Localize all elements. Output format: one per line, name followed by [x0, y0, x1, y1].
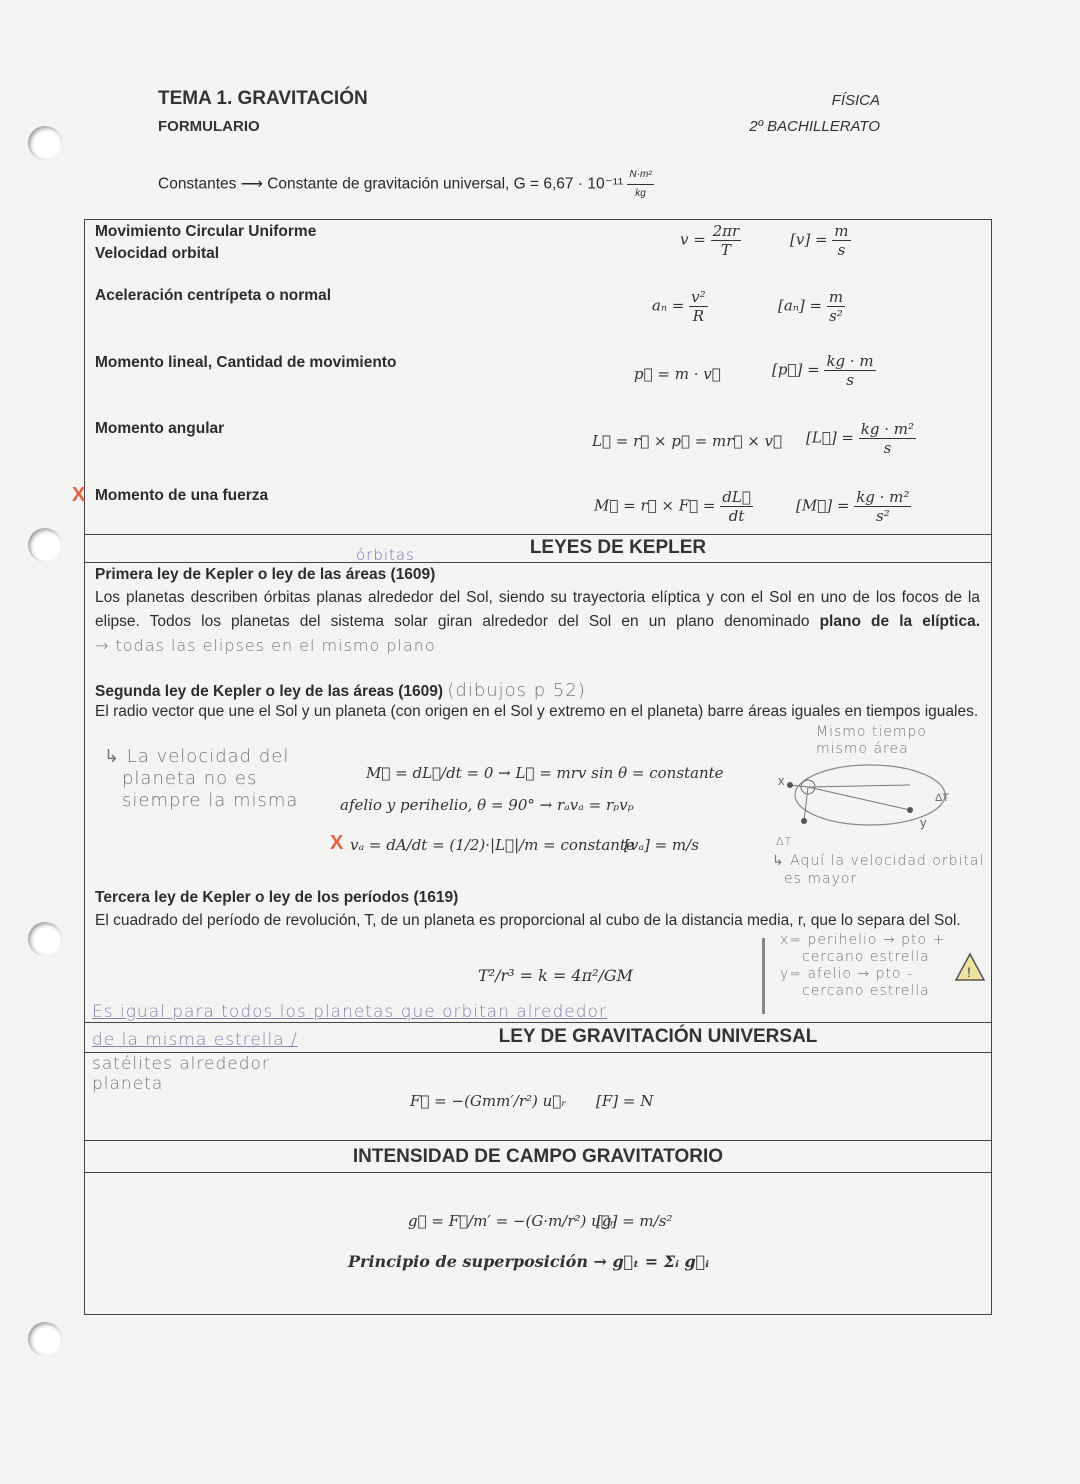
formula-velocidad: v = $\frac{2\pi r}{T}$	[680, 222, 740, 259]
punch-hole	[28, 922, 62, 956]
label-mcu: Movimiento Circular Uniforme	[95, 223, 317, 240]
formula-momento-angular: L⃗ = r⃗ × p⃗ = mr⃗ × v⃗	[592, 432, 783, 450]
eq-tercera-ley: T²/r³ = k = 4π²/GM	[478, 966, 634, 985]
note-orbitas: órbitas	[356, 546, 415, 564]
label-momento-fuerza: Momento de una fuerza	[95, 487, 269, 504]
unit-num: N·m²	[627, 166, 653, 185]
eq-gravitacion: F⃗ = −(Gmm′/r²) u⃗ᵣ	[410, 1092, 567, 1110]
cross-mark: X	[330, 832, 344, 854]
eq-campo-unit: [g] = m/s²	[596, 1212, 673, 1230]
label-momento-angular: Momento angular	[95, 420, 225, 437]
eq-gravitacion-unit: [F] = N	[596, 1092, 654, 1110]
constants-line	[158, 166, 654, 203]
label-aceleracion: Aceleración centrípeta o normal	[95, 287, 332, 304]
svg-text:ΔT: ΔT	[935, 792, 950, 804]
unit-den: kg	[635, 188, 646, 199]
kepler-third-title: Tercera ley de Kepler o ley de los períodos (1619)	[95, 889, 459, 906]
unit-momento-fuerza: [M⃗] = $\frac{\text{kg · m²}}{\text{s²}}$	[796, 488, 910, 525]
formula-aceleracion: aₙ = $\frac{\text{v²}}{R}$	[652, 288, 706, 325]
warning-icon	[954, 952, 986, 982]
svg-text:!: !	[967, 964, 971, 980]
unit-momento-lineal: [p⃗] = $\frac{kg \cdot m}{s}$	[772, 352, 874, 389]
note-plano: → todas las elipses en el mismo plano	[95, 636, 436, 655]
note-mismo-tiempo: Mismo tiempo mismo área	[816, 724, 927, 757]
label-velocidad-orbital: Velocidad orbital	[95, 245, 220, 262]
doc-subtitle: FORMULARIO	[158, 118, 260, 135]
eq-campo: g⃗ = F⃗/m′ = −(G·m/r²) u⃗ᵣ	[408, 1212, 616, 1230]
note-perihelio-afelio: x= perihelio → pto + cercano estrella y= afelio → pto - cercano estrella	[780, 932, 946, 999]
kepler-first-title: Primera ley de Kepler o ley de las áreas (1609)	[95, 566, 436, 583]
doc-title: TEMA 1. GRAVITACIÓN	[158, 88, 368, 109]
eq-superposicion: Principio de superposición → g⃗ₜ = Σᵢ g⃗ᵢ	[348, 1252, 710, 1271]
constant-g: Constantes ⟶ Constante de gravitación universal, G = 6,67 · 10⁻¹¹	[158, 175, 624, 193]
unit-velocidad: [v] = $\frac{m}{s}$	[790, 222, 849, 259]
unit-momento-angular: [L⃗] = $\frac{\text{kg · m²}}{s}$	[806, 420, 915, 457]
kepler-first-text: Los planetas describen órbitas planas alrededor del Sol, siendo su trayectoria elíptica y con el Sol en uno de los focos de la elipse. Todos los planetas del sistema solar giran alrededor del Sol en un plano denominado plano de la elíptica. → todas las elipses en el mismo plano	[95, 589, 981, 655]
formula-momento-lineal: p⃗ = m · v⃗	[634, 365, 721, 383]
punch-hole	[28, 126, 62, 160]
eq-afelio-perihelio: afelio y perihelio, θ = 90° → rₐvₐ = rₚvₚ	[340, 796, 634, 814]
note-bracket	[762, 938, 765, 1014]
section-kepler: LEYES DE KEPLER	[529, 537, 707, 558]
kepler-second-title: Segunda ley de Kepler o ley de las áreas (1609) (dibujos p 52)	[95, 680, 586, 701]
unit-aceleracion: [aₙ] = $\frac{m}{\text{s²}}$	[778, 288, 844, 325]
eq-momento-cero: M⃗ = dL⃗/dt = 0 → L⃗ = mrv sin θ = constante	[366, 764, 724, 782]
section-gravitacion: LEY DE GRAVITACIÓN UNIVERSAL	[498, 1026, 818, 1047]
note-igual: Es igual para todos los planetas que orbitan alrededor	[92, 1002, 607, 1022]
kepler-second-text: El radio vector que une el Sol y un planeta (con origen en el Sol y extremo en el planeta) barre áreas iguales en tiempos iguales.	[95, 703, 979, 720]
note-misma-estrella: de la misma estrella /	[92, 1030, 298, 1050]
section-campo: INTENSIDAD DE CAMPO GRAVITATORIO	[352, 1146, 724, 1167]
note-velocidad: ↳ La velocidad del planeta no es siempre la misma	[104, 746, 299, 811]
punch-hole	[28, 1322, 62, 1356]
svg-text:y: y	[920, 815, 927, 830]
punch-hole	[28, 528, 62, 562]
subject: FÍSICA	[831, 92, 880, 109]
formula-momento-fuerza: M⃗ = r⃗ × F⃗ = $\frac{dL⃗}{dt}$	[594, 488, 751, 525]
note-dibujos: (dibujos p 52)	[447, 680, 586, 701]
orbit-diagram	[760, 755, 980, 835]
svg-text:x: x	[778, 773, 785, 788]
kepler-third-text: El cuadrado del período de revolución, T, de un planeta es proporcional al cubo de la distancia media, r, que lo separa del Sol.	[95, 912, 961, 929]
eq-velocidad-areolar: vₐ = dA/dt = (1/2)·|L⃗|/m = constante	[350, 836, 635, 854]
note-aqui: ↳ Aquí la velocidad orbital es mayor	[772, 853, 985, 887]
label-momento-lineal: Momento lineal, Cantidad de movimiento	[95, 354, 397, 371]
course: 2º BACHILLERATO	[749, 118, 880, 135]
note-satelites: satélites alrededor planeta	[92, 1054, 270, 1094]
eq-velocidad-areolar-unit: [vₐ] = m/s	[624, 836, 699, 854]
note-dt: ΔT	[776, 835, 793, 848]
cross-mark: X	[72, 484, 86, 506]
